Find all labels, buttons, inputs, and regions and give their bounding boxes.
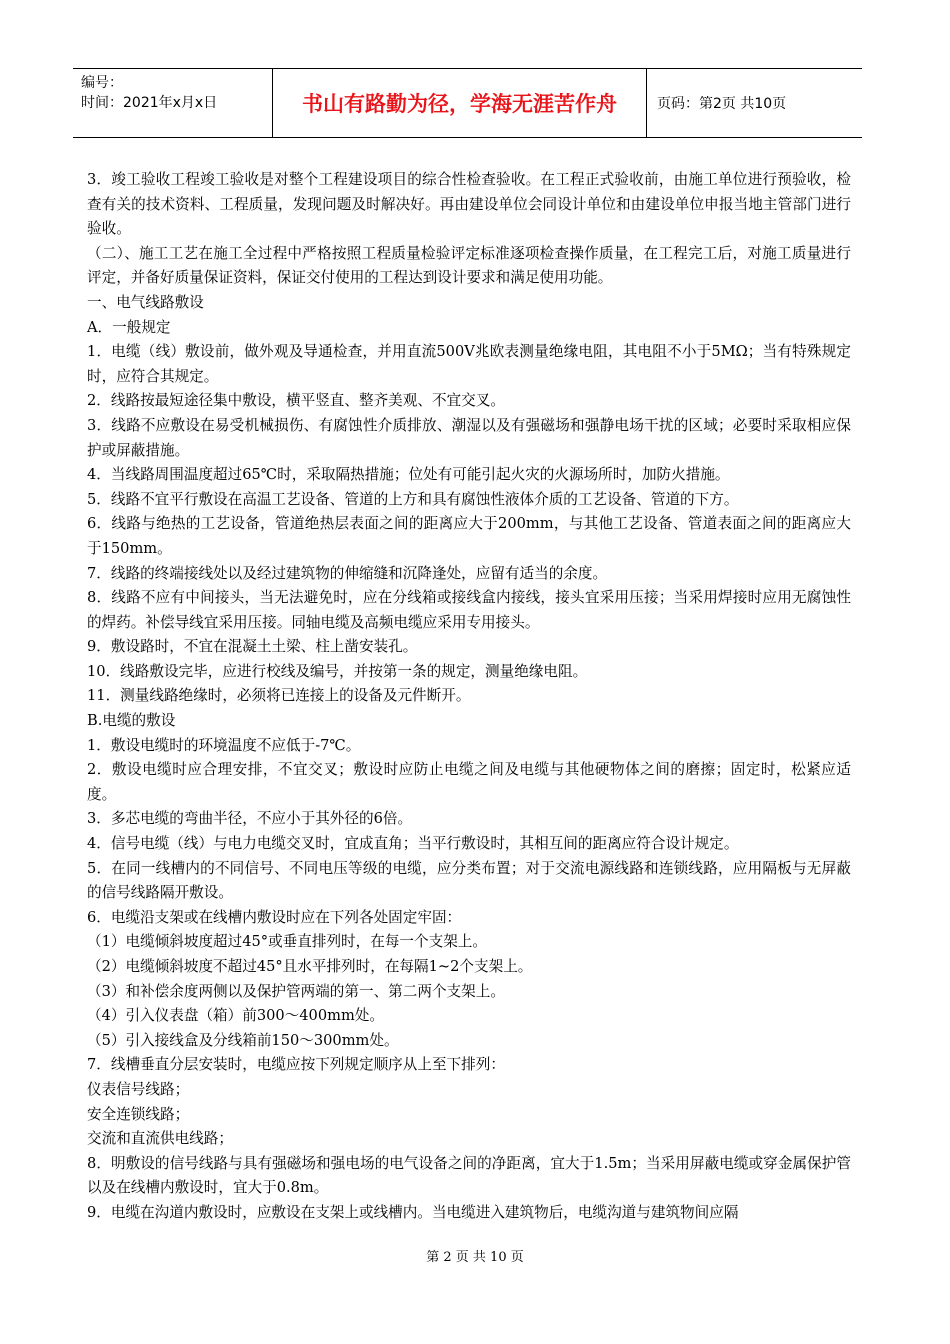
document-number-label: 编号：: [81, 75, 123, 91]
header-page-code: 页码：第2页 共10页: [657, 96, 787, 112]
body-paragraph: 4．信号电缆（线）与电力电缆交叉时，宜成直角；当平行敷设时，其相互间的距离应符合设计规定。: [87, 835, 739, 853]
body-paragraph: 6．线路与绝热的工艺设备，管道绝热层表面之间的距离应大于200mm，与其他工艺设备、管道表面之间的距离应大于150mm。: [87, 515, 851, 557]
body-paragraph: 4．当线路周围温度超过65℃时，采取隔热措施；位处有可能引起火灾的火源场所时，加防火措施。: [87, 466, 730, 484]
body-paragraph: 1．敷设电缆时的环境温度不应低于-7℃。: [87, 736, 361, 754]
page-header: [73, 68, 862, 138]
body-paragraph: 仪表信号线路；: [87, 1080, 190, 1098]
body-paragraph: （5）引入接线盒及分线箱前150～300mm处。: [87, 1031, 399, 1049]
document-body: [87, 168, 851, 1226]
body-paragraph: 2．线路按最短途径集中敷设，横平竖直、整齐美观、不宜交叉。: [87, 392, 505, 410]
body-paragraph: 一、电气线路敷设: [87, 293, 204, 311]
body-paragraph: 3．多芯电缆的弯曲半径，不应小于其外径的6倍。: [87, 810, 413, 828]
body-paragraph: 11．测量线路绝缘时，必须将已连接上的设备及元件断开。: [87, 687, 471, 705]
header-motto: 书山有路勤为径，学海无涯苦作舟: [273, 69, 647, 137]
body-paragraph: 1．电缆（线）敷设前，做外观及导通检查，并用直流500V兆欧表测量绝缘电阻，其电阻不小于5MΩ；当有特殊规定时，应符合其规定。: [87, 343, 851, 385]
body-paragraph: （3）和补偿余度两侧以及保护管两端的第一、第二两个支架上。: [87, 982, 505, 1000]
body-paragraph: 3．竣工验收工程竣工验收是对整个工程建设项目的综合性检查验收。在工程正式验收前，由施工单位进行预验收，检查有关的技术资料、工程质量，发现问题及时解决好。再由建设单位会同设计单位和由建设单位申报当地主管部门进行验收。: [87, 171, 851, 238]
body-paragraph: 5．在同一线槽内的不同信号、不同电压等级的电缆，应分类布置；对于交流电源线路和连锁线路，应用隔板与无屏蔽的信号线路隔开敷设。: [87, 859, 851, 902]
body-paragraph: 3．线路不应敷设在易受机械损伤、有腐蚀性介质排放、潮湿以及有强磁场和强静电场干扰的区域；必要时采取相应保护或屏蔽措施。: [87, 416, 851, 459]
body-paragraph: 7．线路的终端接线处以及经过建筑物的伸缩缝和沉降逢处，应留有适当的余度。: [87, 564, 608, 582]
body-paragraph: 8．线路不应有中间接头，当无法避免时，应在分线箱或接线盒内接线，接头宜采用压接；当采用焊接时应用无腐蚀性的焊药。补偿导线宜采用压接。同轴电缆及高频电缆应采用专用接头。: [87, 589, 851, 631]
header-info-cell: [73, 69, 273, 137]
body-paragraph: （2）电缆倾斜坡度不超过45°且水平排列时，在每隔1~2个支架上。: [87, 958, 533, 975]
document-time-label: 时间：2021年x月x日: [81, 95, 218, 111]
body-paragraph: （4）引入仪表盘（箱）前300～400mm处。: [87, 1007, 384, 1025]
body-paragraph: 10．线路敷设完毕，应进行校线及编号，并按第一条的规定，测量绝缘电阻。: [87, 662, 588, 680]
body-paragraph: 2．敷设电缆时应合理安排，不宜交叉；敷设时应防止电缆之间及电缆与其他硬物体之间的磨擦；固定时，松紧应适度。: [87, 761, 851, 803]
body-paragraph: 9．电缆在沟道内敷设时，应敷设在支架上或线槽内。当电缆进入建筑物后，电缆沟道与建筑物间应隔: [87, 1203, 739, 1221]
body-paragraph: 安全连锁线路；: [87, 1105, 190, 1123]
body-paragraph: （1）电缆倾斜坡度超过45°或垂直排列时，在每一个支架上。: [87, 933, 487, 951]
body-paragraph: B.电缆的敷设: [87, 712, 176, 730]
body-paragraph: （二）、施工工艺在施工全过程中严格按照工程质量检验评定标准逐项检查操作质量，在工程完工后，对施工质量进行评定，并备好质量保证资料，保证交付使用的工程达到设计要求和满足使用功能。: [87, 244, 851, 287]
body-paragraph: A．一般规定: [87, 318, 171, 336]
body-paragraph: 7．线槽垂直分层安装时，电缆应按下列规定顺序从上至下排列：: [87, 1056, 505, 1074]
body-paragraph: 8．明敷设的信号线路与具有强磁场和强电场的电气设备之间的净距离，宜大于1.5m；当采用屏蔽电缆或穿金属保护管以及在线槽内敷设时，宜大于0.8m。: [87, 1154, 851, 1197]
page-footer: 第 2 页 共 10 页: [426, 1250, 524, 1265]
body-paragraph: 交流和直流供电线路；: [87, 1130, 233, 1148]
body-paragraph: 9．敷设路时，不宜在混凝土土梁、柱上凿安装孔。: [87, 638, 418, 656]
body-paragraph: 6．电缆沿支架或在线槽内敷设时应在下列各处固定牢固：: [87, 908, 462, 926]
body-paragraph: 5．线路不宜平行敷设在高温工艺设备、管道的上方和具有腐蚀性液体介质的工艺设备、管道的下方。: [87, 490, 739, 508]
